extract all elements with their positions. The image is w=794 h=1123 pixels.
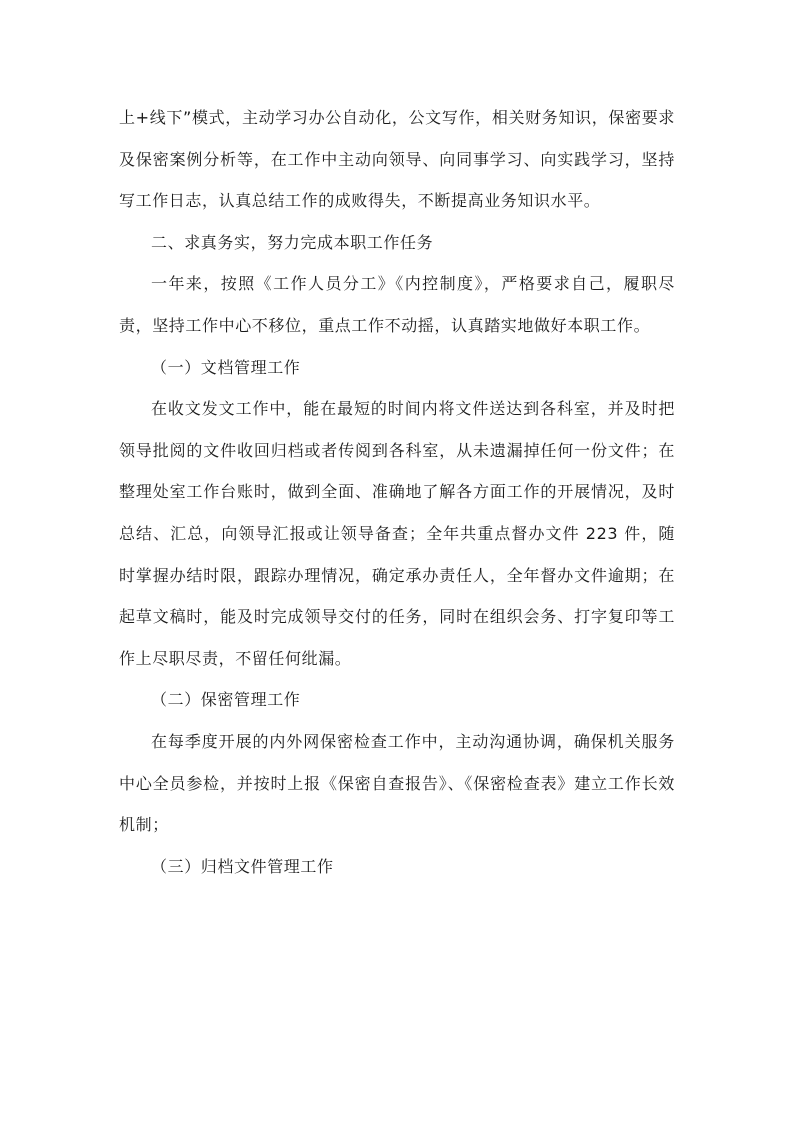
section-heading: 二、求真务实，努力完成本职工作任务 [151,232,434,252]
body-paragraph: 在收文发文工作中，能在最短的时间内将文件送达到各科室，并及时把领导批阅的文件收回归档或者传阅到各科室，从未遗漏掉任何一份文件；在整理处室工作台账时，做到全面、准确地了解各方面工作的开展情况，及时总结、汇总，向领导汇报或让领导备查；全年共重点督办文件 223 件，随时掌握办结时限，跟踪办理情况，确定承办责任人，全年督办文件逾期；在起草文稿时，能及时完成领导交付的任务，同时在组织会务、打字复印等工作上尽职尽责，不留任何纰漏。 [119,399,675,668]
body-paragraph-continued: 上+线下”模式，主动学习办公自动化，公文写作，相关财务知识，保密要求及保密案例分析等，在工作中主动向领导、向同事学习、向实践学习，坚持写工作日志，认真总结工作的成败得失，不断提高业务知识水平。 [119,108,675,211]
sub-heading: （三）归档文件管理工作 [151,856,334,876]
document-body [119,97,675,887]
body-paragraph: 在每季度开展的内外网保密检查工作中，主动沟通协调，确保机关服务中心全员参检，并按时上报《保密自查报告》、《保密检查表》建立工作长效机制； [119,731,675,835]
sub-heading: （一）文档管理工作 [151,357,301,377]
body-paragraph: 一年来，按照《工作人员分工》《内控制度》，严格要求自己，履职尽责，坚持工作中心不移位，重点工作不动摇，认真踏实地做好本职工作。 [119,274,675,335]
sub-heading: （二）保密管理工作 [151,690,301,710]
